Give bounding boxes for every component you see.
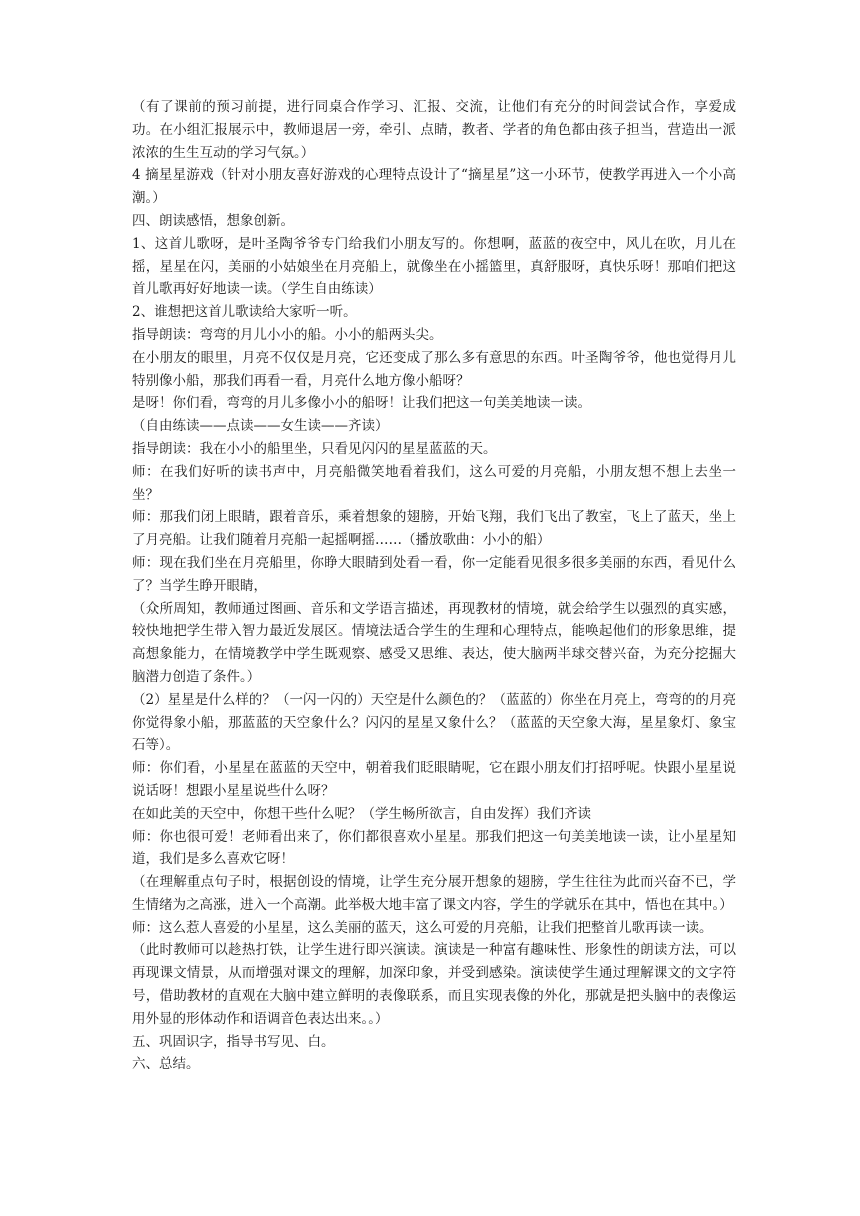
section-heading-summary: 六、总结。 <box>132 1056 200 1073</box>
paragraph-imagination-note: （在理解重点句子时，根据创设的情境，让学生充分展开想象的翅膀，学生往往为此而兴奋不已，学生情绪为之高涨，进入一个高潮。此举极大地丰富了课文内容，学生的学就乐在其中，悟也在其中。） <box>132 874 736 913</box>
paragraph-moon-boat: 在小朋友的眼里，月亮不仅仅是月亮，它还变成了那么多有意思的东西。叶圣陶爷爷，他也觉得月儿特别像小船，那我们再看一看，月亮什么地方像小船呀？ <box>132 349 736 389</box>
paragraph-reading-order: （自由练读——点读——女生读——齐读） <box>132 418 389 435</box>
paragraph-read-aloud: 是呀！你们看，弯弯的月儿多像小小的船呀！让我们把这一句美美地读一读。 <box>132 395 591 412</box>
paragraph-teacher-2: 师：那我们闭上眼睛，跟着音乐，乘着想象的翅膀，开始飞翔，我们飞出了教室，飞上了蓝天，坐上了月亮船。让我们随着月亮船一起摇啊摇……（播放歌曲：小小的船） <box>132 509 736 549</box>
document-page <box>132 96 736 1076</box>
section-heading-reading: 四、朗读感悟，想象创新。 <box>132 212 294 229</box>
section-heading-literacy: 五、巩固识字，指导书写见、白。 <box>132 1033 335 1050</box>
paragraph-guided-reading-1: 指导朗读：弯弯的月儿小小的船。小小的船两头尖。 <box>132 326 443 343</box>
paragraph-teacher-5: 师：你也很可爱！老师看出来了，你们都很喜欢小星星。那我们把这一句美美地读一读，让小星星知道，我们是多么喜欢它呀！ <box>132 828 736 868</box>
paragraph-guided-reading-2: 指导朗读：我在小小的船里坐，只看见闪闪的星星蓝蓝的天。 <box>132 440 497 457</box>
paragraph-teacher-3: 师：现在我们坐在月亮船里，你睁大眼睛到处看一看，你一定能看见很多很多美丽的东西，看见什么了？当学生睁开眼睛， <box>132 554 736 594</box>
paragraph-imagine: 在如此美的天空中，你想干些什么呢？（学生畅所欲言，自由发挥）我们齐读 <box>132 805 591 822</box>
paragraph-teacher-6: 师：这么惹人喜爱的小星星，这么美丽的蓝天，这么可爱的月亮船，让我们把整首儿歌再读一读。 <box>132 919 713 936</box>
paragraph-star-game: 4 摘星星游戏（针对小朋友喜好游戏的心理特点设计了“摘星星”这一小环节，使教学再进入一个小高潮。） <box>132 167 736 207</box>
paragraph-step-1: 1、这首儿歌呀，是叶圣陶爷爷专门给我们小朋友写的。你想啊，蓝蓝的夜空中，风儿在吹，月儿在摇，星星在闪，美丽的小姑娘坐在月亮船上，就像坐在小摇篮里，真舒服呀，真快乐呀！那咱们把这首儿歌再好好地读一读。（学生自由练读） <box>132 235 736 298</box>
paragraph-teacher-1: 师：在我们好听的读书声中，月亮船微笑地看着我们，这么可爱的月亮船，小朋友想不想上去坐一坐？ <box>132 463 736 503</box>
paragraph-stars-questions: （2）星星是什么样的？（一闪一闪的）天空是什么颜色的？（蓝蓝的）你坐在月亮上，弯弯的的月亮你觉得象小船，那蓝蓝的天空象什么？闪闪的星星又象什么？（蓝蓝的天空象大海，星星象灯、象宝石等）。 <box>132 691 736 754</box>
paragraph-situational-method-note: （众所周知，教师通过图画、音乐和文学语言描述，再现教材的情境，就会给学生以强烈的真实感，较快地把学生带入智力最近发展区。情境法适合学生的生理和心理特点，能唤起他们的形象思维，提高想象能力，在情境教学中学生既观察、感受又思维、表达，使大脑两半球交替兴奋，为充分挖掘大脑潜力创造了条件。） <box>132 600 736 685</box>
paragraph-step-2: 2、谁想把这首儿歌读给大家听一听。 <box>132 304 357 321</box>
paragraph-performance-reading-note: （此时教师可以趁热打铁，让学生进行即兴演读。演读是一种富有趣味性、形象性的朗读方法，可以再现课文情景，从而增强对课文的理解，加深印象，并受到感染。演读使学生通过理解课文的文字符号，借助教材的直观在大脑中建立鲜明的表像联系，而且实现表像的外化，那就是把头脑中的表像运用外显的形体动作和语调音色表达出来。。） <box>132 942 736 1027</box>
paragraph-teacher-4: 师：你们看，小星星在蓝蓝的天空中，朝着我们眨眼睛呢，它在跟小朋友们打招呼呢。快跟小星星说说话呀！想跟小星星说些什么呀？ <box>132 760 736 799</box>
paragraph-cooperative-learning-note: （有了课前的预习前提，进行同桌合作学习、汇报、交流，让他们有充分的时间尝试合作，享爱成功。在小组汇报展示中，教师退居一旁，牵引、点睛，教者、学者的角色都由孩子担当，营造出一派浓浓的生生互动的学习气氛。） <box>132 99 736 161</box>
